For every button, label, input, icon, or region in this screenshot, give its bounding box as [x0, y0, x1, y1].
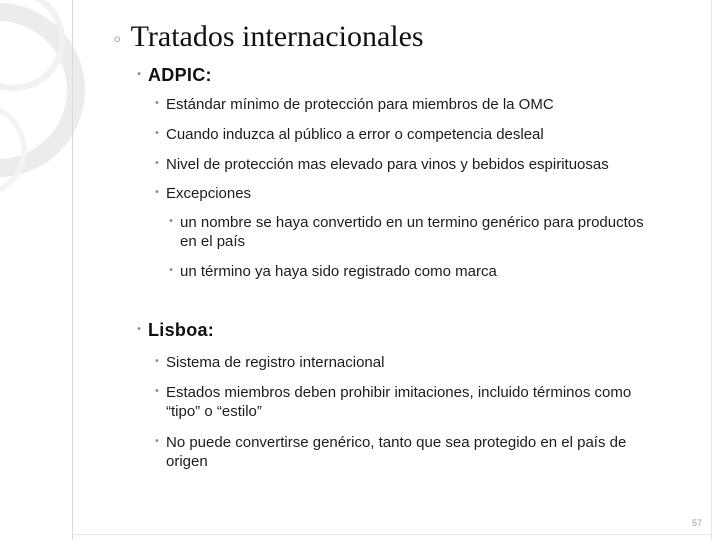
- bullet-icon: •: [168, 216, 174, 227]
- sub-list-item-text: un término ya haya sido registrado como marca: [180, 263, 497, 280]
- bullet-icon: •: [136, 324, 142, 335]
- list-item: [154, 155, 684, 174]
- bullet-icon: •: [154, 436, 160, 447]
- bullet-icon: •: [168, 265, 174, 276]
- bullet-icon: •: [154, 386, 160, 397]
- divider-line: [72, 0, 73, 540]
- bullet-icon: •: [154, 187, 160, 198]
- heading-text: Lisboa:: [148, 320, 215, 340]
- sub-list-item: [168, 213, 648, 251]
- list-item-text: Estándar mínimo de protección para miembros de la OMC: [166, 96, 554, 113]
- list-item-text: Cuando induzca al público a error o competencia desleal: [166, 126, 544, 143]
- slide-title-row: [112, 20, 424, 54]
- right-border: [711, 0, 712, 540]
- decorative-circles: [0, 0, 90, 210]
- list-item: [154, 125, 674, 144]
- list-item-text: Nivel de protección mas elevado para vinos y bebidos espirituosas: [166, 156, 609, 173]
- bullet-icon: •: [154, 98, 160, 109]
- bullet-icon: •: [154, 158, 160, 169]
- bullet-icon: •: [136, 69, 142, 80]
- page-number: 57: [691, 518, 702, 528]
- sub-list-item-text: un nombre se haya convertido en un termino genérico para productos en el país: [180, 214, 644, 250]
- list-item: [154, 433, 642, 471]
- list-item-text: Excepciones: [166, 185, 252, 202]
- section-heading-lisboa: [136, 320, 214, 340]
- list-item-text: Estados miembros deben prohibir imitaciones, incluido términos como “tipo” o “estilo”: [166, 384, 632, 420]
- list-item-text: No puede convertirse genérico, tanto que sea protegido en el país de origen: [166, 434, 627, 470]
- sub-list-item: [168, 262, 648, 281]
- list-item: [154, 353, 674, 372]
- title-bullet: ◦: [112, 30, 123, 51]
- list-item: [154, 184, 674, 203]
- section-heading-adpic: [136, 65, 212, 85]
- heading-text: ADPIC:: [148, 65, 212, 85]
- list-item: [154, 383, 642, 421]
- bullet-icon: •: [154, 128, 160, 139]
- slide-title: Tratados internacionales: [130, 20, 424, 53]
- bottom-border: [72, 534, 712, 535]
- list-item: [154, 95, 674, 114]
- bullet-icon: •: [154, 356, 160, 367]
- list-item-text: Sistema de registro internacional: [166, 354, 385, 371]
